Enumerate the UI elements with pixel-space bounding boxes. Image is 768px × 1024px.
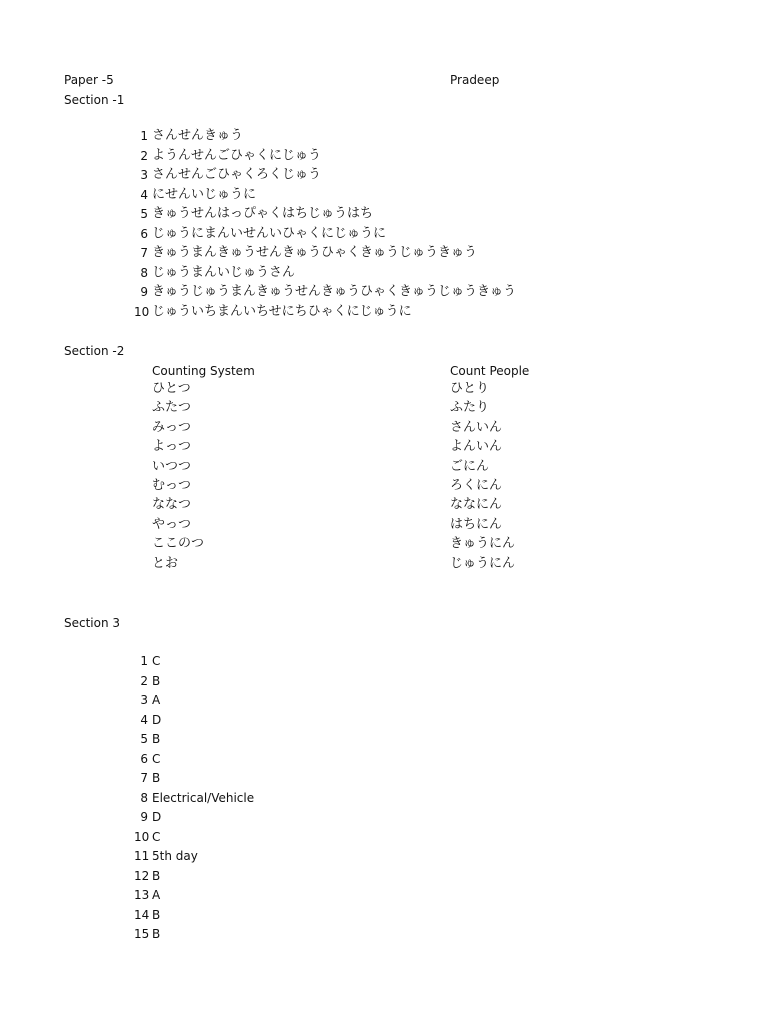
item-answer: ようんせんごひゃくにじゅう — [152, 147, 322, 163]
item-number: 3 — [140, 693, 148, 707]
item-answer: B — [152, 907, 161, 922]
counting-system-cell: ひとつ — [152, 381, 191, 396]
counting-system-header: Counting System — [152, 364, 255, 378]
item-number: 2 — [140, 673, 148, 688]
item-number: 11 — [134, 849, 150, 863]
count-people-cell: ななにん — [450, 497, 503, 513]
counting-system-cell: みっつ — [152, 419, 192, 435]
item-number: 7 — [140, 246, 148, 260]
item-answer: B — [152, 673, 161, 688]
count-people-cell: ふたり — [450, 400, 490, 416]
counting-system-cell: ふたつ — [152, 400, 192, 416]
counting-system-cell: やっつ — [152, 516, 192, 532]
item-number: 6 — [140, 751, 148, 766]
item-answer: きゅうじゅうまんきゅうせんきゅうひゃくきゅうじゅうきゅう — [152, 284, 517, 299]
item-answer: さんせんきゅう — [152, 128, 244, 143]
item-number: 8 — [140, 790, 148, 805]
item-number: 14 — [134, 907, 150, 922]
item-answer: Electrical/Vehicle — [152, 790, 255, 805]
count-people-cell: はちにん — [450, 516, 503, 532]
section-2-title: Section -2 — [64, 344, 125, 358]
item-answer: B — [152, 732, 161, 746]
item-answer: C — [152, 751, 161, 766]
counting-system-cell: ななつ — [152, 497, 192, 513]
item-answer: きゅうせんはっぴゃくはちじゅうはち — [152, 206, 374, 221]
item-answer: きゅうまんきゅうせんきゅうひゃくきゅうじゅうきゅう — [152, 245, 478, 260]
count-people-cell: よんいん — [450, 439, 503, 455]
item-number: 9 — [140, 285, 148, 299]
counting-system-cell: とお — [152, 555, 179, 571]
item-answer: C — [152, 654, 161, 668]
item-number: 1 — [140, 129, 148, 143]
item-answer: B — [152, 927, 161, 941]
count-people-cell: ひとり — [450, 381, 490, 396]
paper-label: Paper -5 — [64, 73, 114, 87]
item-answer: じゅういちまんいちせにちひゃくにじゅうに — [152, 303, 412, 319]
item-answer: じゅうにまんいせんいひゃくにじゅうに — [152, 225, 387, 241]
item-number: 8 — [140, 265, 148, 280]
count-people-cell: ろくにん — [450, 478, 503, 493]
item-answer: 5th day — [152, 849, 198, 863]
item-answer: B — [152, 771, 161, 785]
count-people-cell: じゅうにん — [450, 555, 516, 571]
item-answer: B — [152, 868, 161, 883]
item-answer: じゅうまんいじゅうさん — [152, 264, 296, 280]
item-number: 1 — [140, 654, 148, 668]
counting-system-cell: むっつ — [152, 478, 192, 493]
item-answer: A — [152, 888, 161, 902]
count-people-header: Count People — [450, 364, 530, 378]
counting-system-cell: ここのつ — [152, 536, 205, 552]
counting-system-cell: いつつ — [152, 458, 192, 474]
item-number: 10 — [134, 304, 150, 319]
section-1-title: Section -1 — [64, 93, 125, 107]
item-number: 4 — [140, 712, 148, 727]
item-answer: C — [152, 829, 161, 844]
item-number: 7 — [140, 771, 148, 785]
item-number: 6 — [140, 226, 148, 241]
item-answer: にせんいじゅうに — [152, 186, 257, 202]
item-number: 15 — [134, 927, 150, 941]
item-number: 9 — [140, 810, 148, 824]
student-name: Pradeep — [450, 73, 500, 87]
item-number: 3 — [140, 168, 148, 182]
item-answer: A — [152, 693, 161, 707]
section-3-title: Section 3 — [64, 616, 121, 630]
item-number: 12 — [134, 868, 150, 883]
count-people-cell: ごにん — [450, 458, 490, 474]
item-number: 5 — [140, 207, 148, 221]
item-number: 2 — [140, 148, 148, 163]
item-answer: D — [152, 810, 162, 824]
item-answer: D — [152, 712, 162, 727]
item-number: 4 — [140, 187, 148, 202]
item-number: 5 — [140, 732, 148, 746]
count-people-cell: きゅうにん — [450, 536, 516, 552]
counting-system-cell: よっつ — [152, 439, 192, 455]
count-people-cell: さんいん — [450, 419, 503, 435]
item-number: 10 — [134, 829, 150, 844]
item-answer: さんせんごひゃくろくじゅう — [152, 167, 322, 182]
item-number: 13 — [134, 888, 150, 902]
